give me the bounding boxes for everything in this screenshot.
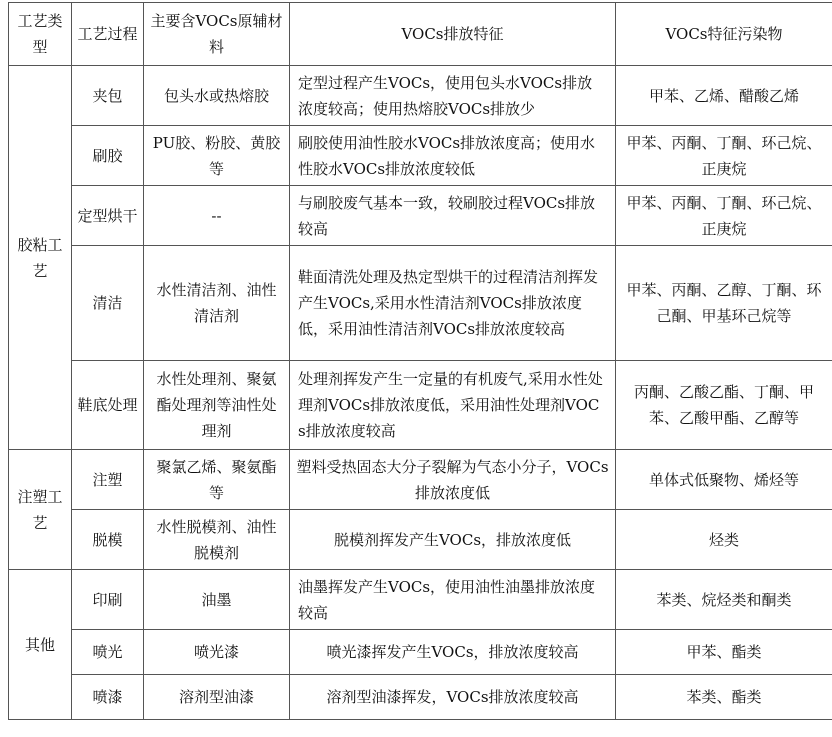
materials-cell: 水性处理剂、聚氨酯处理剂等油性处理剂	[144, 361, 290, 450]
materials-cell: 水性清洁剂、油性清洁剂	[144, 246, 290, 361]
header-category: 工艺类型	[9, 3, 72, 66]
features-cell: 喷光漆挥发产生VOCs，排放浓度较高	[290, 630, 616, 675]
materials-cell: PU胶、粉胶、黄胶等	[144, 126, 290, 186]
pollutants-cell: 单体式低聚物、烯烃等	[616, 450, 832, 510]
pollutants-cell: 甲苯、酯类	[616, 630, 832, 675]
pollutants-cell: 甲苯、乙烯、醋酸乙烯	[616, 66, 832, 126]
table-row	[9, 630, 832, 675]
process-cell: 喷光	[72, 630, 144, 675]
header-process: 工艺过程	[72, 3, 144, 66]
features-cell: 与刷胶废气基本一致，较刷胶过程VOCs排放较高	[290, 186, 616, 246]
pollutants-cell: 甲苯、丙酮、丁酮、环己烷、正庚烷	[616, 126, 832, 186]
process-cell: 清洁	[72, 246, 144, 361]
features-cell: 刷胶使用油性胶水VOCs排放浓度高；使用水性胶水VOCs排放浓度较低	[290, 126, 616, 186]
materials-cell: --	[144, 186, 290, 246]
features-cell: 脱模剂挥发产生VOCs，排放浓度低	[290, 510, 616, 570]
table-row	[9, 570, 832, 630]
table-row	[9, 246, 832, 361]
category-cell: 其他	[9, 570, 72, 720]
table-row	[9, 361, 832, 450]
category-cell: 注塑工艺	[9, 450, 72, 570]
voc-emission-table	[8, 2, 832, 720]
header-features: VOCs排放特征	[290, 3, 616, 66]
category-cell: 胶粘工艺	[9, 66, 72, 450]
pollutants-cell: 苯类、酯类	[616, 675, 832, 720]
header-materials: 主要含VOCs原辅材料	[144, 3, 290, 66]
process-cell: 脱模	[72, 510, 144, 570]
process-cell: 喷漆	[72, 675, 144, 720]
pollutants-cell: 甲苯、丙酮、乙醇、丁酮、环己酮、甲基环己烷等	[616, 246, 832, 361]
header-pollutants: VOCs特征污染物	[616, 3, 832, 66]
table-row	[9, 675, 832, 720]
features-cell: 鞋面清洗处理及热定型烘干的过程清洁剂挥发产生VOCs,采用水性清洁剂VOCs排放浓度低，采用油性清洁剂VOCs排放浓度较高	[290, 246, 616, 361]
materials-cell: 溶剂型油漆	[144, 675, 290, 720]
process-cell: 刷胶	[72, 126, 144, 186]
table-row	[9, 66, 832, 126]
process-cell: 印刷	[72, 570, 144, 630]
process-cell: 注塑	[72, 450, 144, 510]
table-row	[9, 450, 832, 510]
materials-cell: 聚氯乙烯、聚氨酯等	[144, 450, 290, 510]
table-row	[9, 186, 832, 246]
features-cell: 处理剂挥发产生一定量的有机废气,采用水性处理剂VOCs排放浓度低，采用油性处理剂VOCs排放浓度较高	[290, 361, 616, 450]
pollutants-cell: 苯类、烷烃类和酮类	[616, 570, 832, 630]
process-cell: 夹包	[72, 66, 144, 126]
materials-cell: 水性脱模剂、油性脱模剂	[144, 510, 290, 570]
features-cell: 油墨挥发产生VOCs，使用油性油墨排放浓度较高	[290, 570, 616, 630]
pollutants-cell: 丙酮、乙酸乙酯、丁酮、甲苯、乙酸甲酯、乙醇等	[616, 361, 832, 450]
header-row	[9, 3, 832, 66]
table-row	[9, 126, 832, 186]
features-cell: 溶剂型油漆挥发，VOCs排放浓度较高	[290, 675, 616, 720]
materials-cell: 包头水或热熔胶	[144, 66, 290, 126]
materials-cell: 喷光漆	[144, 630, 290, 675]
materials-cell: 油墨	[144, 570, 290, 630]
process-cell: 鞋底处理	[72, 361, 144, 450]
pollutants-cell: 甲苯、丙酮、丁酮、环己烷、正庚烷	[616, 186, 832, 246]
features-cell: 塑料受热固态大分子裂解为气态小分子，VOCs排放浓度低	[290, 450, 616, 510]
process-cell: 定型烘干	[72, 186, 144, 246]
pollutants-cell: 烃类	[616, 510, 832, 570]
features-cell: 定型过程产生VOCs，使用包头水VOCs排放浓度较高；使用热熔胶VOCs排放少	[290, 66, 616, 126]
table-row	[9, 510, 832, 570]
